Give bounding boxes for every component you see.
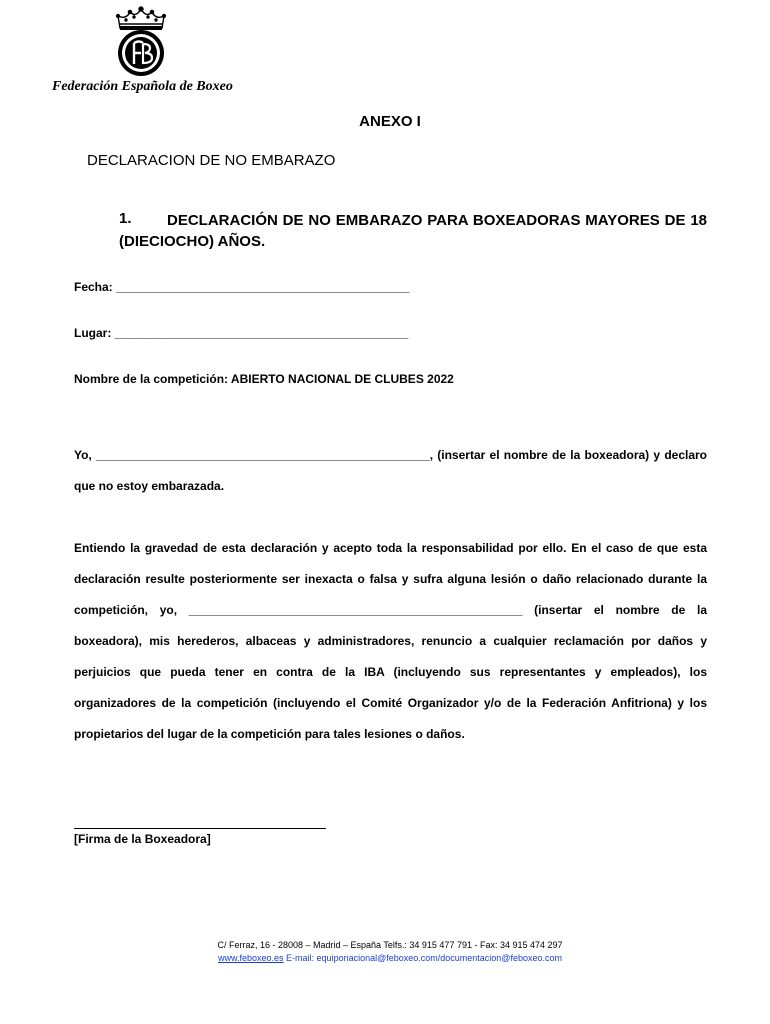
signature-label: [Firma de la Boxeadora]	[74, 832, 211, 846]
signature-line	[74, 828, 326, 829]
section-number: 1.	[119, 210, 132, 227]
waiver-paragraph: Entiendo la gravedad de esta declaración y acepto toda la responsabilidad por ello. En el caso de que esta declaración resulte posteriormente ser inexacta o falsa y sufra alguna lesión o daño relacionado durante la competición, yo, __________________________________________________ (insertar el nombre de la boxeadora), mis herederos, albaceas y administradores, renuncio a cualquier reclamación por daños y perjuicios que pueda tener en contra de la IBA (incluyendo sus representantes y empleados), los organizadores de la competición (incluyendo el Comité Organizador y/o de la Federación Anfitriona) y los propietarios del lugar de la competición para tales lesiones o daños.	[74, 541, 707, 741]
declaration-paragraph: Yo, __________________________________________________, (insertar el nombre de la boxeadora) y declaro que no estoy embarazada.	[74, 448, 707, 493]
footer-contact	[0, 953, 770, 963]
feb-crown-seal-icon	[112, 6, 170, 78]
document-title: DECLARACION DE NO EMBARAZO	[87, 152, 336, 169]
website-link[interactable]: www.feboxeo.es	[218, 953, 284, 963]
footer-address: C/ Ferraz, 16 - 28008 – Madrid – España Telfs.: 34 915 477 791 - Fax: 34 915 474 297	[217, 940, 563, 950]
date-field: Fecha: ____________________________________________	[74, 280, 410, 294]
annex-label: ANEXO I	[359, 113, 421, 130]
organization-name: Federación Española de Boxeo	[52, 79, 233, 94]
competition-name: Nombre de la competición: ABIERTO NACIONAL DE CLUBES 2022	[74, 372, 454, 386]
section-title: DECLARACIÓN DE NO EMBARAZO PARA BOXEADORAS MAYORES DE 18 (DIECIOCHO) AÑOS.	[119, 212, 707, 250]
footer-email[interactable]: E-mail: equiponacional@feboxeo.com/documentacion@feboxeo.com	[283, 953, 562, 963]
place-field: Lugar: ____________________________________________	[74, 326, 409, 340]
